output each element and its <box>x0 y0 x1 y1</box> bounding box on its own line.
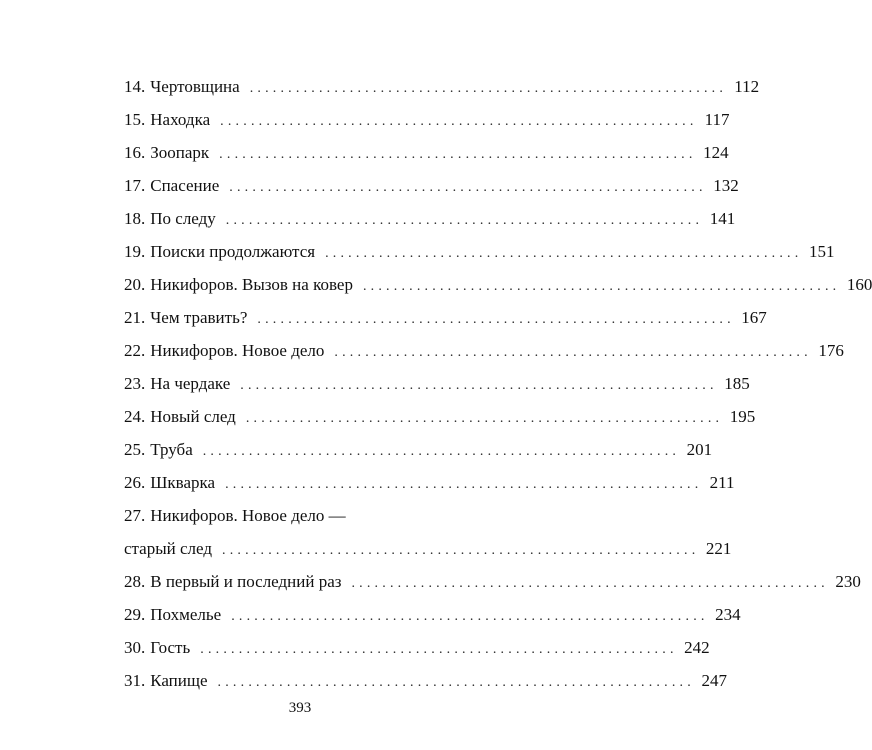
dot-leader: .............................................................. <box>222 543 700 558</box>
entry-page: 185 <box>724 374 750 393</box>
entry-number: 23. <box>124 374 146 393</box>
entry-page: 141 <box>709 209 736 228</box>
toc-entry <box>124 631 710 664</box>
entry-page: 124 <box>703 143 729 162</box>
dot-leader: .............................................................. <box>351 576 829 591</box>
entry-title: Гость <box>150 638 191 657</box>
dot-leader: .............................................................. <box>257 312 735 327</box>
entry-number: 16. <box>124 143 146 162</box>
entry-page: 234 <box>715 605 741 624</box>
dot-leader: .............................................................. <box>229 180 707 195</box>
entry-number: 17. <box>124 176 146 195</box>
entry-page: 221 <box>705 539 732 558</box>
dot-leader: .............................................................. <box>334 345 812 360</box>
entry-page: 117 <box>704 110 730 129</box>
entry-number: 29. <box>124 605 146 624</box>
entry-page: 247 <box>701 671 727 690</box>
entry-number: 28. <box>124 572 146 591</box>
entry-title: Никифоров. Вызов на ковер <box>150 275 353 294</box>
dot-leader: .............................................................. <box>202 444 681 459</box>
entry-page: 230 <box>835 572 861 591</box>
dot-leader: .............................................................. <box>231 609 709 624</box>
entry-title: Никифоров. Новое дело <box>150 341 325 360</box>
entry-number: 31. <box>124 671 146 690</box>
toc-entry <box>124 367 750 400</box>
entry-title-continuation: старый след <box>124 539 212 558</box>
entry-page: 195 <box>729 407 756 426</box>
entry-title: Чертовщина <box>150 77 240 96</box>
toc-entry <box>124 70 760 103</box>
entry-page: 112 <box>734 77 760 96</box>
entry-title: Шкварка <box>150 473 216 492</box>
dot-leader: .............................................................. <box>362 279 841 294</box>
entry-title: Никифоров. Новое дело — <box>150 506 346 525</box>
dot-leader: .............................................................. <box>220 114 698 129</box>
entry-page: 151 <box>808 242 835 261</box>
entry-title: Находка <box>150 110 211 129</box>
entry-number: 22. <box>124 341 146 360</box>
toc-entry <box>124 664 727 697</box>
entry-number: 20. <box>124 275 146 294</box>
entry-number: 18. <box>124 209 146 228</box>
toc-entry <box>124 301 767 334</box>
toc-entry <box>124 433 713 466</box>
toc-entry <box>124 334 844 367</box>
entry-title: Чем травить? <box>150 308 248 327</box>
entry-page: 132 <box>713 176 739 195</box>
dot-leader: .............................................................. <box>219 147 697 162</box>
entry-number: 21. <box>124 308 146 327</box>
entry-title: Новый след <box>150 407 236 426</box>
entry-title: В первый и последний раз <box>150 572 342 591</box>
entry-title: По следу <box>150 209 216 228</box>
toc-entry <box>124 136 729 169</box>
table-of-contents <box>124 70 872 697</box>
entry-number: 14. <box>124 77 146 96</box>
entry-page: 211 <box>709 473 735 492</box>
dot-leader: .............................................................. <box>240 378 718 393</box>
toc-entry <box>124 499 732 565</box>
toc-entry <box>124 169 739 202</box>
toc-entry <box>124 235 835 268</box>
entry-number: 25. <box>124 440 146 459</box>
entry-page: 160 <box>846 275 872 294</box>
entry-number: 24. <box>124 407 146 426</box>
dot-leader: .............................................................. <box>225 477 703 492</box>
toc-entry <box>124 268 872 301</box>
dot-leader: .............................................................. <box>249 81 728 96</box>
entry-page: 242 <box>684 638 710 657</box>
entry-title: Спасение <box>150 176 220 195</box>
entry-number: 26. <box>124 473 146 492</box>
entry-number: 15. <box>124 110 146 129</box>
toc-entry <box>124 598 741 631</box>
entry-number: 30. <box>124 638 146 657</box>
toc-entry <box>124 400 756 433</box>
entry-title: Капище <box>150 671 208 690</box>
entry-number: 19. <box>124 242 146 261</box>
entry-title: Поиски продолжаются <box>150 242 316 261</box>
page-number: 393 <box>288 700 312 716</box>
toc-entry <box>124 103 730 136</box>
entry-page: 167 <box>741 308 767 327</box>
entry-title: Зоопарк <box>150 143 210 162</box>
entry-page: 176 <box>818 341 844 360</box>
toc-entry <box>124 565 861 598</box>
dot-leader: .............................................................. <box>200 642 678 657</box>
dot-leader: .............................................................. <box>217 675 695 690</box>
entry-title: Похмелье <box>150 605 222 624</box>
toc-entry <box>124 466 735 499</box>
entry-title: На чердаке <box>150 374 231 393</box>
entry-title: Труба <box>150 440 193 459</box>
toc-entry <box>124 202 736 235</box>
entry-page: 201 <box>686 440 713 459</box>
dot-leader: .............................................................. <box>225 213 704 228</box>
dot-leader: .............................................................. <box>325 246 803 261</box>
entry-number: 27. <box>124 506 146 525</box>
dot-leader: .............................................................. <box>245 411 724 426</box>
